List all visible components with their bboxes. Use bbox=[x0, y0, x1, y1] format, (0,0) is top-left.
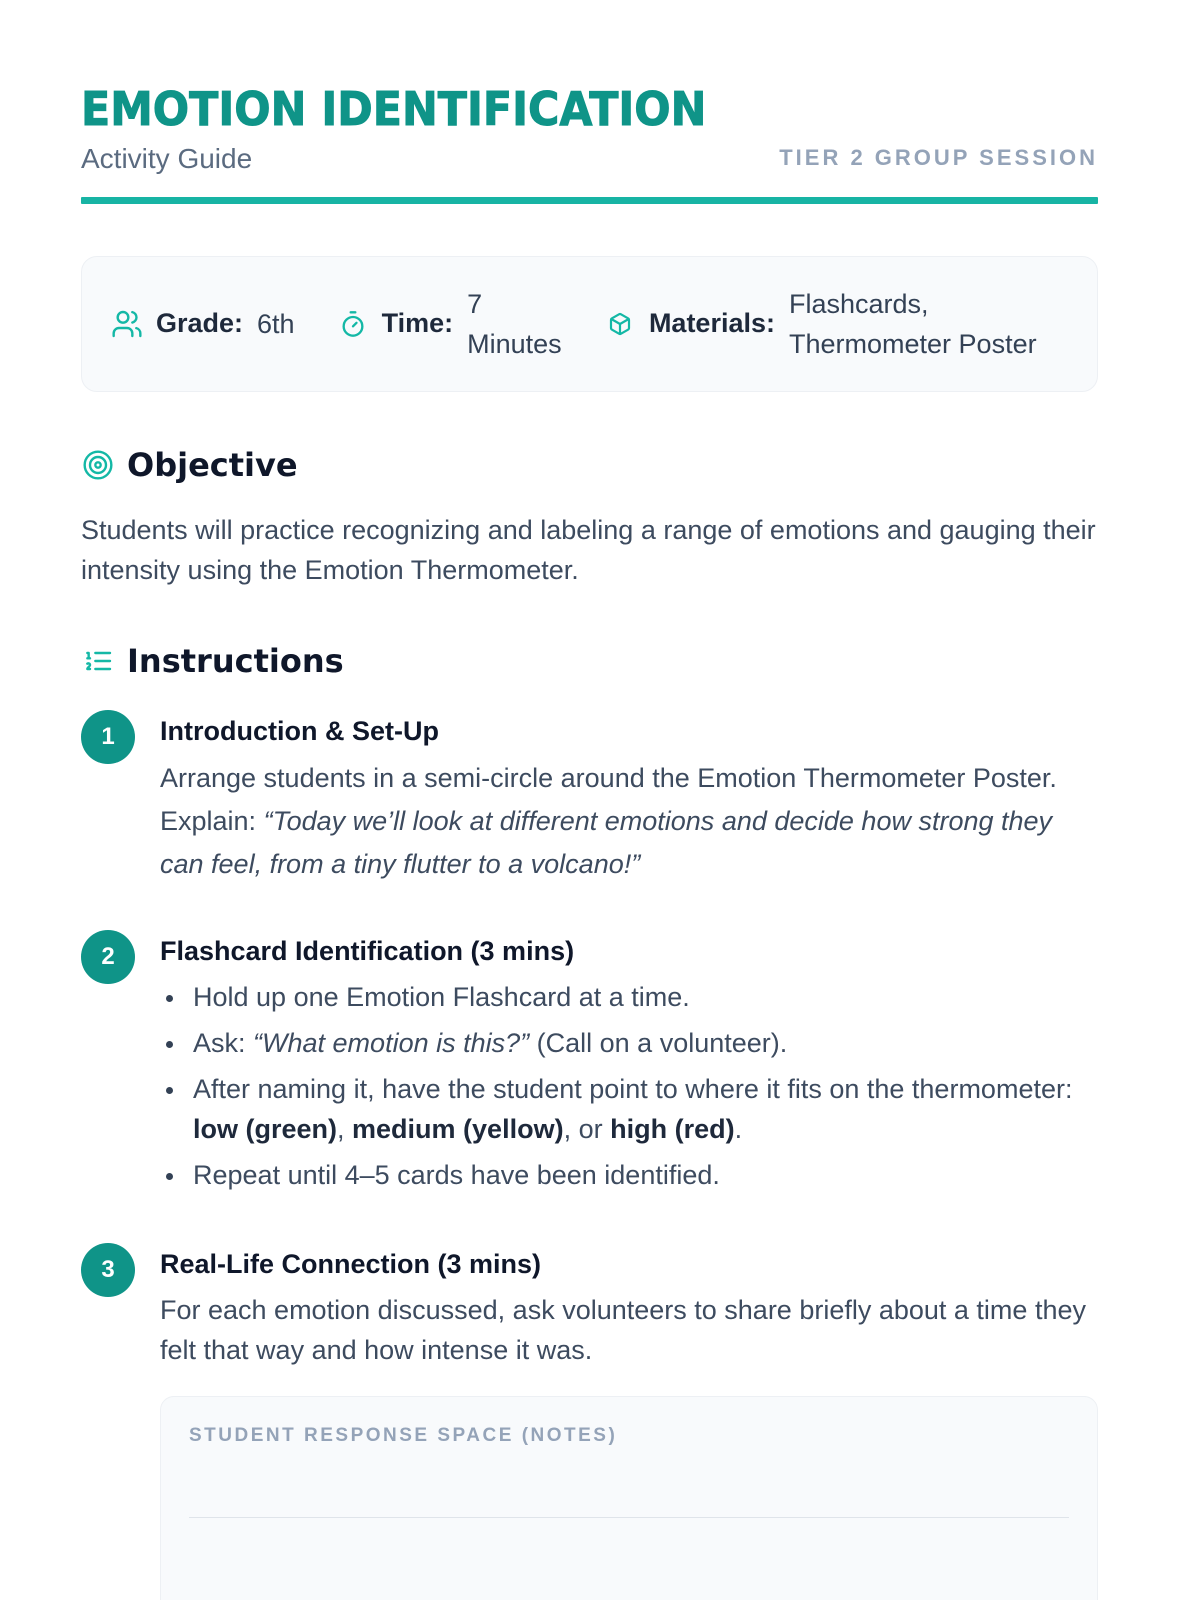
step-title: Real-Life Connection (3 mins) bbox=[160, 1248, 542, 1279]
student-response-box[interactable] bbox=[160, 1396, 1098, 1600]
step-title: Introduction & Set-Up bbox=[160, 715, 439, 746]
explain-quote: “Today we’ll look at different emotions and decide how strong they can feel, from a tiny flutter to a volcano!” bbox=[160, 805, 1053, 879]
step-title: Flashcard Identification (3 mins) bbox=[160, 935, 575, 966]
bullet-lead: After naming it, have the student point to where it fits on the thermometer: bbox=[193, 1073, 1073, 1104]
page-subtitle: Activity Guide bbox=[81, 142, 253, 174]
bullet-or: or bbox=[578, 1113, 603, 1144]
step-1-text: Arrange students in a semi-circle around the Emotion Thermometer Poster. bbox=[160, 762, 1057, 793]
target-icon bbox=[81, 448, 115, 482]
step-text bbox=[160, 757, 1098, 886]
step-number: 1 bbox=[81, 710, 135, 764]
objective-title: Objective bbox=[127, 445, 298, 484]
numbered-list-icon bbox=[81, 644, 115, 678]
instructions-title: Instructions bbox=[127, 641, 344, 680]
list-item bbox=[160, 1023, 1098, 1063]
page-title: EMOTION IDENTIFICATION bbox=[81, 82, 707, 136]
bullet-lead: Ask: bbox=[193, 1027, 246, 1058]
list-item: After naming it, have the student point to where it fits on the thermometer: low (green), medium (yellow), or high (red). bbox=[160, 1069, 1098, 1149]
timer-icon bbox=[336, 307, 370, 341]
objective-text: Students will practice recognizing and labeling a range of emotions and gauging their intensity using the Emotion Thermometer. bbox=[81, 514, 1096, 585]
package-icon bbox=[603, 307, 637, 341]
step-number: 2 bbox=[81, 930, 135, 984]
grade-info bbox=[110, 304, 336, 344]
explain-label: Explain: bbox=[160, 805, 257, 836]
step-3 bbox=[81, 1243, 1098, 1600]
materials-value: Flashcards, Thermometer Poster bbox=[789, 288, 1037, 359]
level-high: high (red) bbox=[610, 1113, 735, 1144]
time-label: Time: bbox=[381, 308, 454, 339]
objective-heading bbox=[81, 446, 1098, 484]
session-tag: TIER 2 GROUP SESSION bbox=[779, 144, 1098, 170]
users-icon bbox=[110, 307, 144, 341]
subtitle-row bbox=[81, 143, 1098, 175]
step-text: For each emotion discussed, ask volunteers to share briefly about a time they felt that way and how intense it was. bbox=[160, 1294, 1086, 1365]
step-2 bbox=[81, 930, 1098, 1201]
instructions-heading bbox=[81, 642, 1098, 680]
response-line bbox=[189, 1517, 1069, 1518]
time-value: 7 Minutes bbox=[467, 288, 562, 359]
level-medium: medium (yellow) bbox=[352, 1113, 564, 1144]
step-body bbox=[160, 1243, 1098, 1600]
info-box bbox=[81, 256, 1098, 392]
header-divider bbox=[81, 197, 1098, 204]
materials-info bbox=[603, 284, 1069, 364]
step-body bbox=[160, 710, 1098, 886]
step-2-bullets bbox=[160, 977, 1098, 1195]
level-low: low (green) bbox=[193, 1113, 338, 1144]
step-body bbox=[160, 930, 1098, 1201]
step-1 bbox=[81, 710, 1098, 886]
bullet-quote: “What emotion is this?” bbox=[253, 1027, 530, 1058]
grade-value: 6th bbox=[257, 308, 295, 339]
bullet-tail: (Call on a volunteer). bbox=[536, 1027, 788, 1058]
header bbox=[81, 0, 1098, 204]
response-label: STUDENT RESPONSE SPACE (NOTES) bbox=[189, 1424, 618, 1446]
list-item: Repeat until 4–5 cards have been identified. bbox=[160, 1155, 1098, 1195]
list-item: Hold up one Emotion Flashcard at a time. bbox=[160, 977, 1098, 1017]
time-info bbox=[336, 284, 603, 364]
materials-label: Materials: bbox=[648, 308, 775, 339]
grade-label: Grade: bbox=[156, 308, 244, 339]
step-number: 3 bbox=[81, 1243, 135, 1297]
